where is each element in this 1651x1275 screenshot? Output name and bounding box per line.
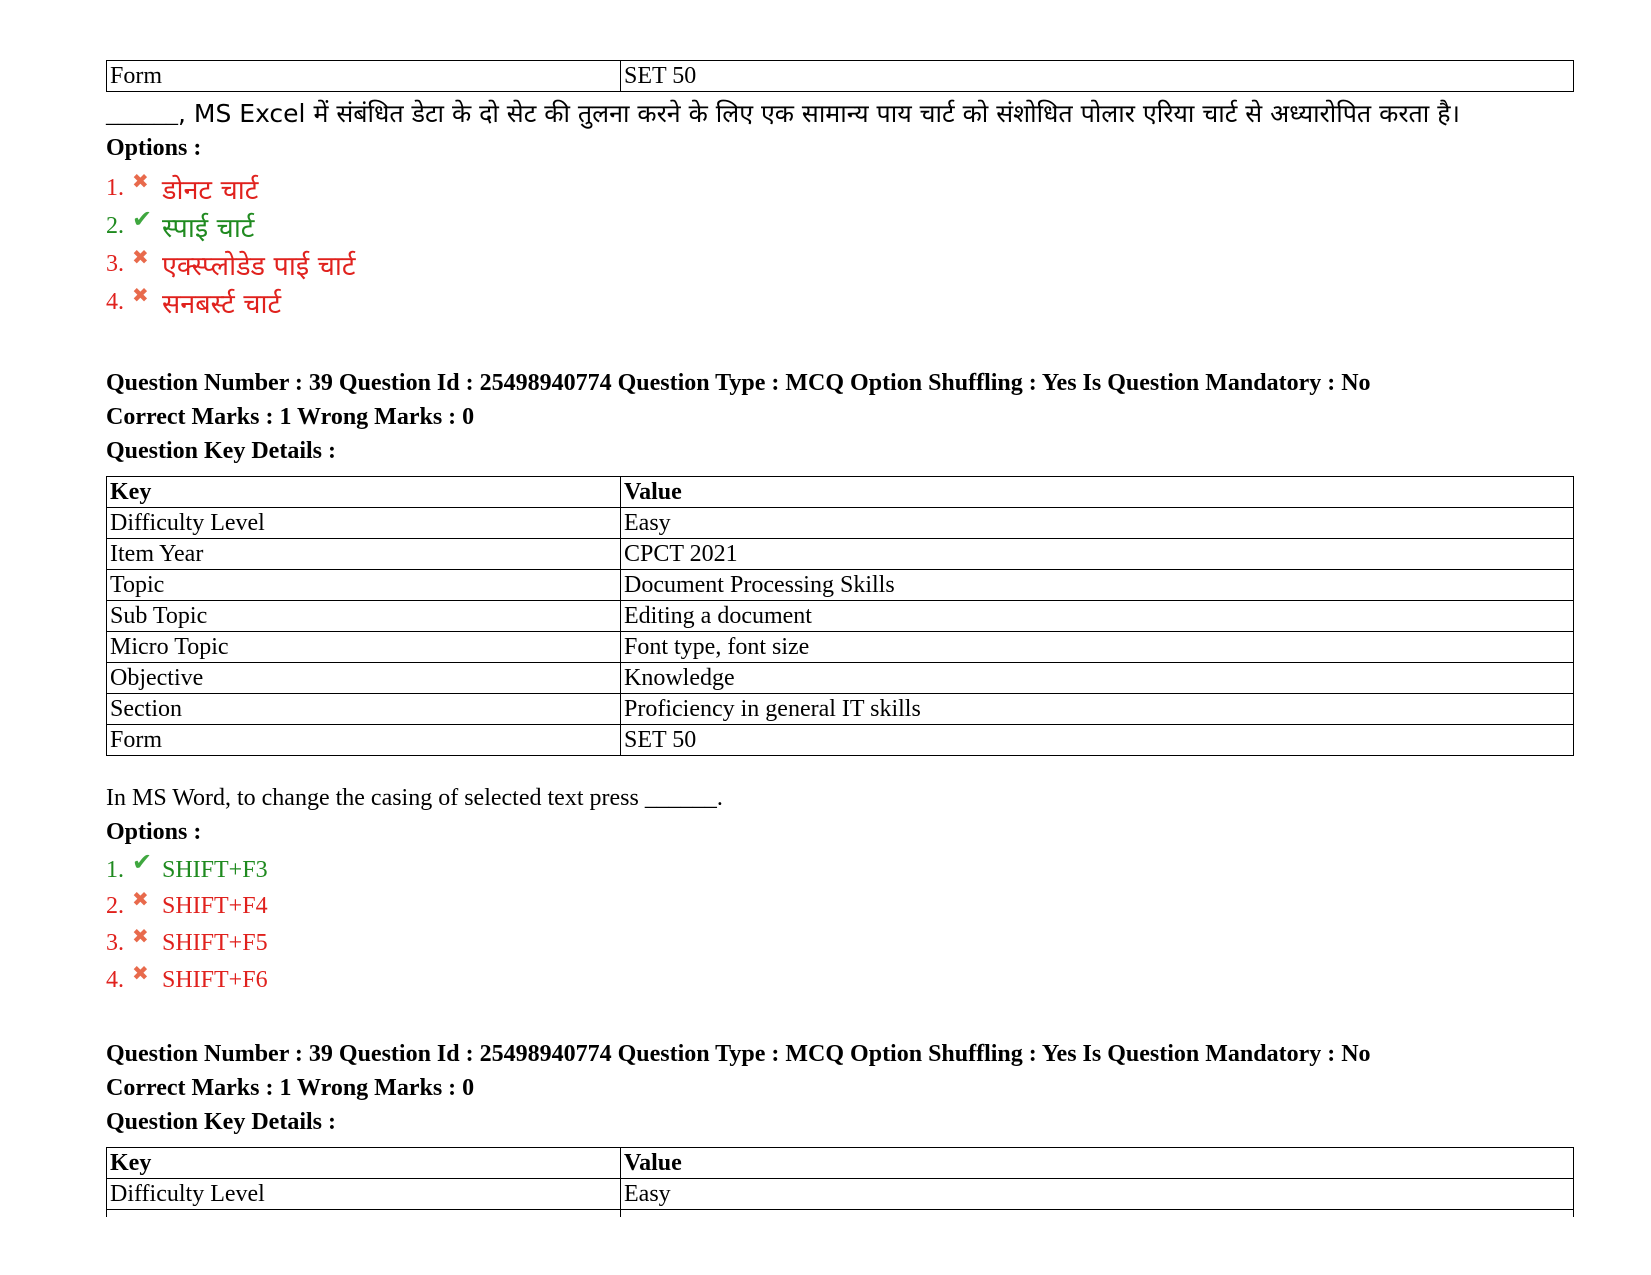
table-cell-value: Knowledge xyxy=(621,663,1574,694)
option-number: 1. xyxy=(106,175,124,201)
option-number: 2. xyxy=(106,213,124,239)
question-marks: Correct Marks : 1 Wrong Marks : 0 xyxy=(106,404,475,430)
option-label: डोनट चार्ट xyxy=(162,175,259,206)
table-cell-value: Editing a document xyxy=(621,601,1574,632)
table-cell-key xyxy=(107,1210,621,1218)
check-icon: ✔ xyxy=(132,848,153,876)
table-cell-value: CPCT 2021 xyxy=(621,539,1574,570)
table-cell-value: Proficiency in general IT skills xyxy=(621,694,1574,725)
cross-icon: ✖ xyxy=(132,960,149,985)
key-details-table-clip xyxy=(106,1147,1574,1217)
option-label: एक्स्प्लोडेड पाई चार्ट xyxy=(162,251,356,282)
option-label: SHIFT+F3 xyxy=(162,856,268,883)
table-row xyxy=(107,632,1574,663)
option-item xyxy=(106,204,255,245)
option-label: SHIFT+F6 xyxy=(162,967,268,993)
table-row xyxy=(107,61,1574,92)
table-cell-key: Sub Topic xyxy=(107,601,621,632)
table-cell-key: Difficulty Level xyxy=(107,1179,621,1210)
table-row xyxy=(107,663,1574,694)
table-cell-key: Section xyxy=(107,694,621,725)
options-label: Options : xyxy=(106,135,202,161)
table-cell-value: Document Processing Skills xyxy=(621,570,1574,601)
option-item xyxy=(106,170,258,207)
table-row xyxy=(107,570,1574,601)
table-row xyxy=(107,508,1574,539)
blank: ______ xyxy=(106,102,178,128)
cross-icon: ✖ xyxy=(132,923,149,948)
option-number: 3. xyxy=(106,930,124,956)
cross-icon: ✖ xyxy=(132,886,149,911)
option-item xyxy=(106,923,268,957)
cross-icon: ✖ xyxy=(132,244,149,269)
option-number: 4. xyxy=(106,289,124,315)
table-cell-key: Form xyxy=(107,725,621,756)
option-label: स्पाई चार्ट xyxy=(162,213,255,244)
option-number: 2. xyxy=(106,893,124,919)
table-row xyxy=(107,1210,1574,1218)
table-cell-key: Difficulty Level xyxy=(107,508,621,539)
table-cell-value: Easy xyxy=(621,508,1574,539)
option-number: 4. xyxy=(106,967,124,993)
cross-icon: ✖ xyxy=(132,282,149,307)
table-cell-key: Form xyxy=(107,61,621,92)
option-item xyxy=(106,246,355,283)
table-row xyxy=(107,539,1574,570)
table-cell-key: Objective xyxy=(107,663,621,694)
option-item xyxy=(106,960,268,994)
key-details-table xyxy=(106,476,1574,756)
table-row xyxy=(107,694,1574,725)
table-cell-key: Topic xyxy=(107,570,621,601)
table-cell-value: SET 50 xyxy=(621,61,1574,92)
option-label: SHIFT+F5 xyxy=(162,930,268,956)
table-cell-value: Easy xyxy=(621,1179,1574,1210)
key-details-label: Question Key Details : xyxy=(106,438,336,464)
table-header-value: Value xyxy=(621,477,1574,508)
question-text-body: , MS Excel में संबंधित डेटा के दो सेट की तुलना करने के लिए एक सामान्य पाय चार्ट को संशोधित पोलार एरिया चार्ट से अध्यारोपित करता है। xyxy=(178,99,1460,128)
table-row xyxy=(107,1179,1574,1210)
question-marks: Correct Marks : 1 Wrong Marks : 0 xyxy=(106,1075,475,1101)
table-header-value: Value xyxy=(621,1148,1574,1179)
table-header-key: Key xyxy=(107,1148,621,1179)
table-header-key: Key xyxy=(107,477,621,508)
table-cell-value: Font type, font size xyxy=(621,632,1574,663)
question-text: In MS Word, to change the casing of selected text press ______. xyxy=(106,785,723,811)
check-icon: ✔ xyxy=(132,204,153,233)
option-item xyxy=(106,848,268,884)
question-header: Question Number : 39 Question Id : 25498940774 Question Type : MCQ Option Shuffling : Yes Is Question Mandatory : No xyxy=(106,1041,1371,1067)
table-header-row xyxy=(107,1148,1574,1179)
key-details-table xyxy=(106,1147,1574,1217)
table-row xyxy=(107,601,1574,632)
question-header: Question Number : 39 Question Id : 25498940774 Question Type : MCQ Option Shuffling : Yes Is Question Mandatory : No xyxy=(106,370,1371,396)
table-cell-value xyxy=(621,1210,1574,1218)
option-item xyxy=(106,886,268,920)
option-item xyxy=(106,284,281,321)
option-label: SHIFT+F4 xyxy=(162,893,268,919)
cross-icon: ✖ xyxy=(132,168,149,193)
option-number: 3. xyxy=(106,251,124,277)
table-cell-value: SET 50 xyxy=(621,725,1574,756)
question-text xyxy=(106,96,1460,130)
key-details-label: Question Key Details : xyxy=(106,1109,336,1135)
table-row xyxy=(107,725,1574,756)
option-label: सनबर्स्ट चार्ट xyxy=(162,289,282,320)
table-cell-key: Item Year xyxy=(107,539,621,570)
option-number: 1. xyxy=(106,856,124,883)
key-details-table-fragment xyxy=(106,60,1574,92)
table-cell-key: Micro Topic xyxy=(107,632,621,663)
table-header-row xyxy=(107,477,1574,508)
options-label: Options : xyxy=(106,819,202,845)
